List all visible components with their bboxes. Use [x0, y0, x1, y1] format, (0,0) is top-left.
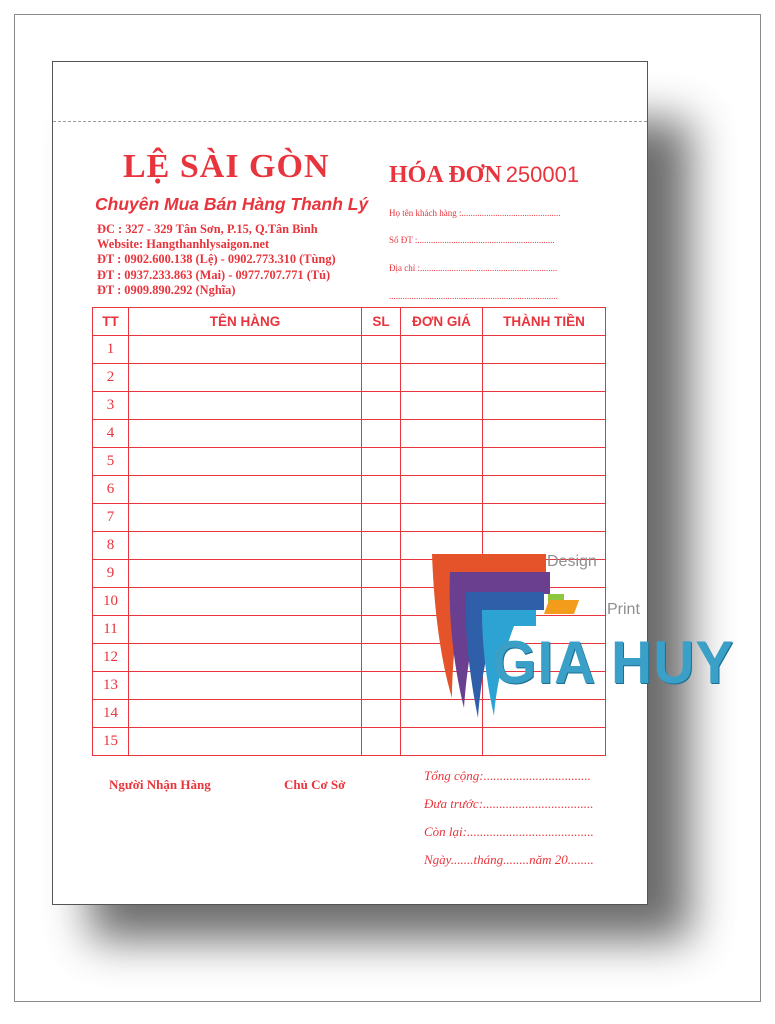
- total-cell: [483, 336, 606, 364]
- header-unit-price: ĐƠN GIÁ: [401, 308, 483, 336]
- table-row: [93, 392, 606, 420]
- phone-field: Số ĐT :.............................................................: [389, 235, 555, 245]
- row-number: 15: [93, 728, 129, 756]
- header-quantity: SL: [362, 308, 401, 336]
- quantity-cell: [362, 728, 401, 756]
- item-name-cell: [129, 504, 362, 532]
- total-cell: [483, 420, 606, 448]
- item-name-cell: [129, 392, 362, 420]
- table-row: [93, 504, 606, 532]
- item-name-cell: [129, 560, 362, 588]
- brand-name: LỆ SÀI GÒN: [123, 148, 330, 185]
- item-name-cell: [129, 616, 362, 644]
- item-name-cell: [129, 532, 362, 560]
- row-number: 14: [93, 700, 129, 728]
- row-number: 9: [93, 560, 129, 588]
- contact-line: Website: Hangthanhlysaigon.net: [97, 237, 270, 252]
- contact-block: [97, 222, 336, 298]
- row-number: 12: [93, 644, 129, 672]
- unit-price-cell: [401, 336, 483, 364]
- quantity-cell: [362, 336, 401, 364]
- quantity-cell: [362, 504, 401, 532]
- balance-field: Còn lại:.......................................: [424, 824, 594, 839]
- date-field: Ngày.......tháng........năm 20........: [424, 852, 594, 867]
- unit-price-cell: [401, 504, 483, 532]
- quantity-cell: [362, 616, 401, 644]
- unit-price-cell: [401, 448, 483, 476]
- receiver-signature-label: Người Nhận Hàng: [109, 777, 211, 792]
- logo-print-text: Print: [607, 601, 640, 618]
- unit-price-cell: [401, 476, 483, 504]
- unit-price-cell: [401, 364, 483, 392]
- row-number: 4: [93, 420, 129, 448]
- customer-name-field: Họ tên khách hàng :............................................: [389, 208, 561, 218]
- row-number: 1: [93, 336, 129, 364]
- address-field: Địa chỉ :.............................................................: [389, 263, 558, 273]
- item-name-cell: [129, 476, 362, 504]
- item-name-cell: [129, 700, 362, 728]
- quantity-cell: [362, 448, 401, 476]
- row-number: 2: [93, 364, 129, 392]
- table-row: [93, 364, 606, 392]
- item-name-cell: [129, 448, 362, 476]
- contact-line: ĐC : 327 - 329 Tân Sơn, P.15, Q.Tân Bình: [97, 222, 318, 236]
- table-row: [93, 728, 606, 756]
- item-name-cell: [129, 672, 362, 700]
- item-name-cell: [129, 336, 362, 364]
- row-number: 13: [93, 672, 129, 700]
- deposit-field: Đưa trước:..................................: [424, 796, 594, 811]
- logo-name-text: GIA HUY: [492, 629, 735, 697]
- row-number: 7: [93, 504, 129, 532]
- total-field: Tổng cộng:.................................: [424, 768, 591, 783]
- item-name-cell: [129, 420, 362, 448]
- item-name-cell: [129, 728, 362, 756]
- row-number: 10: [93, 588, 129, 616]
- table-row: [93, 448, 606, 476]
- table-row: [93, 336, 606, 364]
- perforation-line: [53, 121, 647, 122]
- total-cell: [483, 728, 606, 756]
- owner-signature-label: Chủ Cơ Sở: [284, 777, 346, 792]
- quantity-cell: [362, 476, 401, 504]
- quantity-cell: [362, 644, 401, 672]
- header-total: THÀNH TIỀN: [483, 308, 606, 336]
- invoice-label: HÓA ĐƠN: [389, 162, 502, 188]
- quantity-cell: [362, 532, 401, 560]
- invoice-number: 250001: [505, 162, 580, 187]
- item-name-cell: [129, 364, 362, 392]
- contact-line: ĐT : 0902.600.138 (Lệ) - 0902.773.310 (Tùng): [97, 252, 336, 267]
- item-name-cell: [129, 588, 362, 616]
- quantity-cell: [362, 588, 401, 616]
- invoice-title: [389, 162, 579, 189]
- row-number: 8: [93, 532, 129, 560]
- address-field-extra: ...........................................................................: [389, 291, 558, 301]
- unit-price-cell: [401, 420, 483, 448]
- contact-line: ĐT : 0909.890.292 (Nghĩa): [97, 282, 236, 297]
- brand-slogan: Chuyên Mua Bán Hàng Thanh Lý: [95, 194, 369, 214]
- row-number: 3: [93, 392, 129, 420]
- header-tt: TT: [93, 308, 129, 336]
- invoice-sheet: [52, 61, 648, 905]
- total-cell: [483, 504, 606, 532]
- quantity-cell: [362, 392, 401, 420]
- total-cell: [483, 476, 606, 504]
- table-header-row: [93, 308, 606, 336]
- table-row: [93, 476, 606, 504]
- total-cell: [483, 364, 606, 392]
- row-number: 6: [93, 476, 129, 504]
- item-name-cell: [129, 644, 362, 672]
- quantity-cell: [362, 672, 401, 700]
- quantity-cell: [362, 560, 401, 588]
- logo-design-text: Design: [547, 553, 597, 570]
- quantity-cell: [362, 700, 401, 728]
- header-item-name: TÊN HÀNG: [129, 308, 362, 336]
- quantity-cell: [362, 420, 401, 448]
- unit-price-cell: [401, 728, 483, 756]
- total-cell: [483, 392, 606, 420]
- unit-price-cell: [401, 392, 483, 420]
- row-number: 11: [93, 616, 129, 644]
- contact-line: ĐT : 0937.233.863 (Mai) - 0977.707.771 (Tú): [97, 267, 331, 282]
- table-row: [93, 420, 606, 448]
- row-number: 5: [93, 448, 129, 476]
- total-cell: [483, 448, 606, 476]
- quantity-cell: [362, 364, 401, 392]
